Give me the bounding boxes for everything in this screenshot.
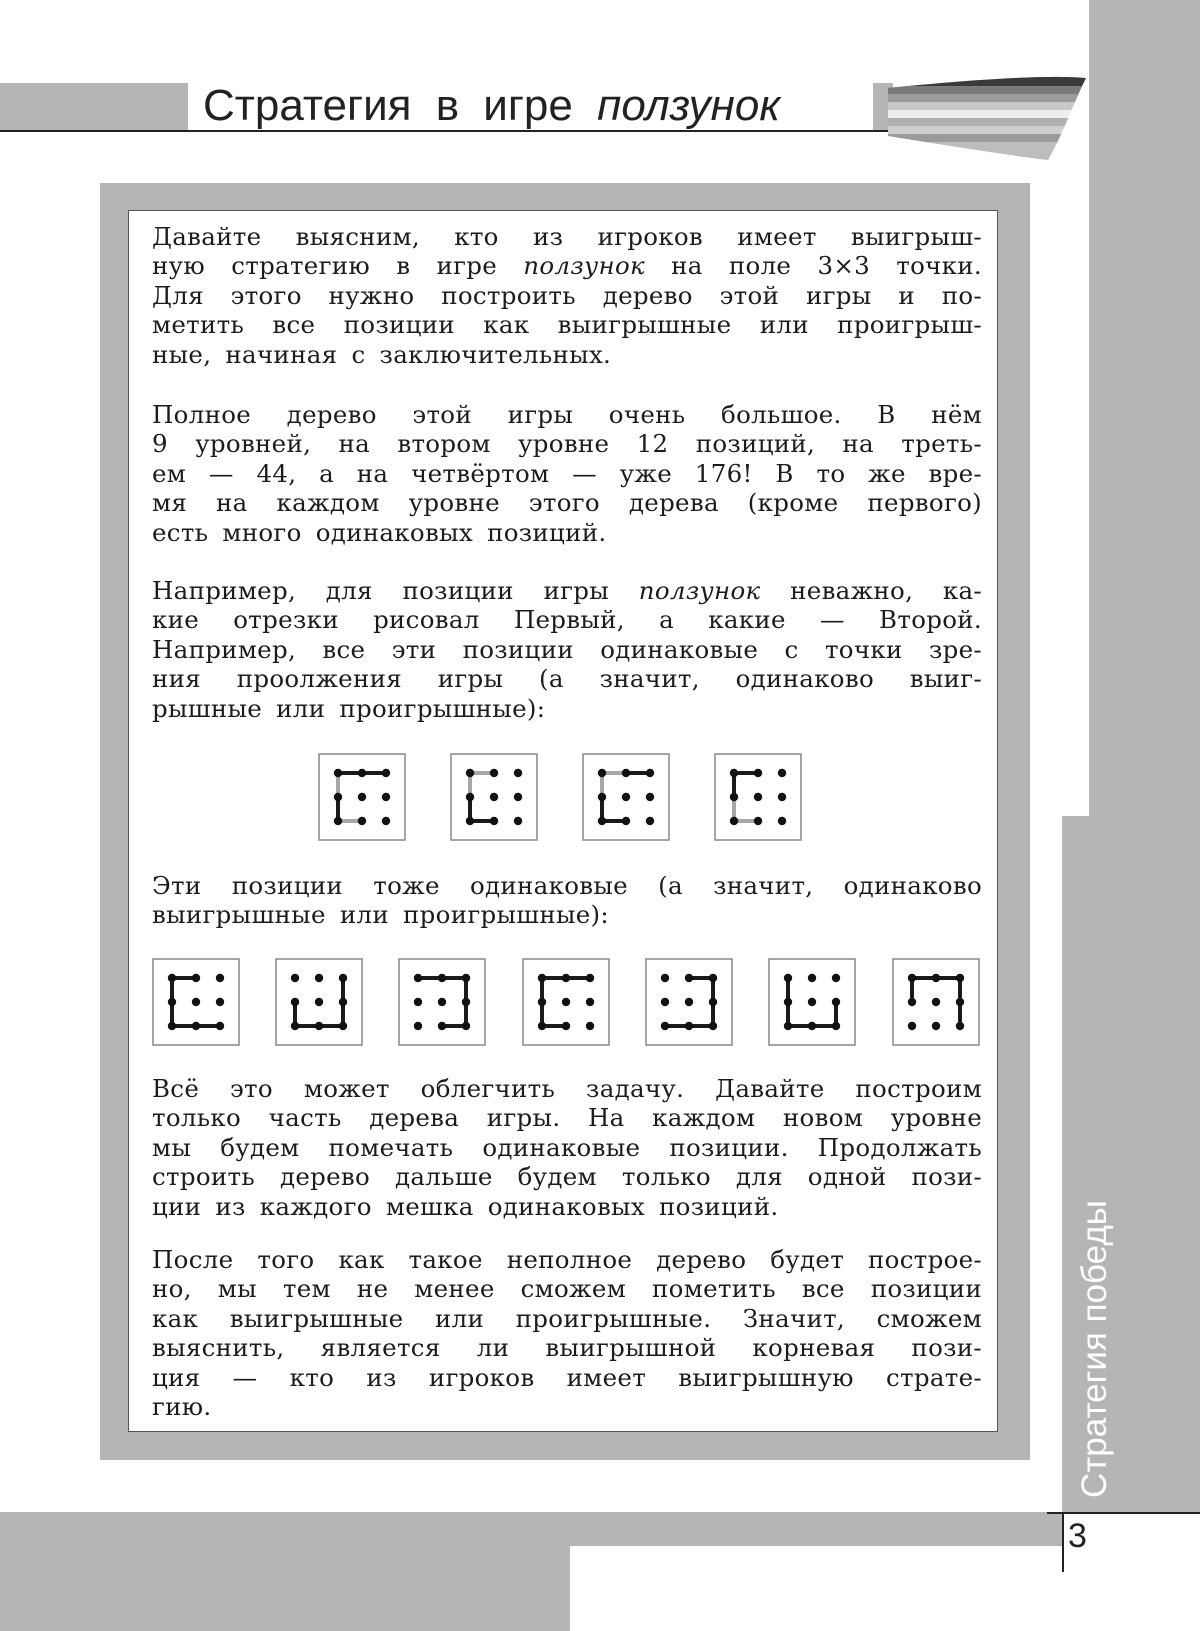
text-line: ция — кто из игроков имеет выигрышную страте- bbox=[152, 1362, 982, 1392]
grid-dot bbox=[168, 998, 176, 1006]
text-line: только часть дерева игры. На каждом новом уровне bbox=[152, 1103, 982, 1133]
grid-dot bbox=[730, 793, 738, 801]
grid-dot bbox=[358, 793, 366, 801]
grid-dot bbox=[685, 998, 693, 1006]
grid-dot bbox=[754, 793, 762, 801]
text-line: выяснить, является ли выигрышной корневая пози- bbox=[152, 1333, 982, 1363]
grid-dot bbox=[339, 1022, 347, 1030]
grid-dot bbox=[438, 974, 446, 982]
grid-dot bbox=[709, 998, 717, 1006]
page-number-rule bbox=[1047, 1512, 1200, 1514]
grid-dot bbox=[808, 1022, 816, 1030]
text-line: Для этого нужно построить дерево этой игры и по- bbox=[152, 280, 982, 310]
grid-dot bbox=[538, 1022, 546, 1030]
grid-dot bbox=[382, 793, 390, 801]
grid-dot bbox=[932, 974, 940, 982]
paragraph-3 bbox=[152, 576, 982, 723]
grid-dot bbox=[334, 793, 342, 801]
grid-dot bbox=[466, 793, 474, 801]
text-line: После того как такое неполное дерево будет построе- bbox=[152, 1245, 982, 1274]
text-line: мя на каждом уровне этого дерева (кроме первого) bbox=[152, 488, 982, 518]
italic-term: ползунок bbox=[638, 576, 761, 605]
page-title-regular: Стратегия в игре bbox=[203, 81, 573, 130]
grid-dot bbox=[784, 998, 792, 1006]
bottom-band bbox=[0, 1512, 1062, 1546]
grid-dot bbox=[466, 817, 474, 825]
grid-dot bbox=[291, 974, 299, 982]
grid-dot bbox=[315, 974, 323, 982]
text-line: рышные или проигрышные): bbox=[152, 693, 546, 723]
grid-dot bbox=[661, 998, 669, 1006]
grid-dot bbox=[490, 817, 498, 825]
grid-dot bbox=[685, 1022, 693, 1030]
text-line: ные, начиная с заключительных. bbox=[152, 339, 612, 369]
grid-dot bbox=[315, 1022, 323, 1030]
grid-dot bbox=[358, 769, 366, 777]
grid-dot bbox=[514, 769, 522, 777]
dot-grid-diagram bbox=[398, 958, 486, 1046]
grid-dot bbox=[622, 817, 630, 825]
grid-dot bbox=[784, 1022, 792, 1030]
text-line: есть много одинаковых позиций. bbox=[152, 517, 607, 547]
grid-dot bbox=[514, 793, 522, 801]
grid-dot bbox=[291, 1022, 299, 1030]
text-line: ния проолжения игры (а значит, одинаково выиг- bbox=[152, 664, 982, 694]
text-line: 9 уровней, на втором уровне 12 позиций, на треть- bbox=[152, 429, 982, 459]
text-line: Эти позиции тоже одинаковые (а значит, одинаково bbox=[152, 871, 982, 900]
grid-dot bbox=[562, 974, 570, 982]
grid-dot bbox=[490, 769, 498, 777]
dot-grid-diagram bbox=[714, 753, 802, 841]
page-title bbox=[203, 78, 780, 134]
grid-dot bbox=[832, 998, 840, 1006]
dot-grid-diagram bbox=[768, 958, 856, 1046]
grid-dot bbox=[216, 1022, 224, 1030]
grid-dot bbox=[908, 998, 916, 1006]
grid-dot bbox=[168, 974, 176, 982]
grid-dot bbox=[462, 998, 470, 1006]
grid-dot bbox=[646, 793, 654, 801]
grid-dot bbox=[414, 974, 422, 982]
grid-dot bbox=[438, 1022, 446, 1030]
text-line: Всё это может облегчить задачу. Давайте построим bbox=[152, 1074, 982, 1103]
grid-dot bbox=[598, 817, 606, 825]
grid-dot bbox=[462, 1022, 470, 1030]
grid-dot bbox=[730, 817, 738, 825]
page-number: 3 bbox=[1068, 1517, 1087, 1555]
grid-dot bbox=[168, 1022, 176, 1030]
grid-dot bbox=[334, 769, 342, 777]
dot-grid-diagram bbox=[892, 958, 980, 1046]
grid-dot bbox=[730, 769, 738, 777]
dot-grid-diagram bbox=[152, 958, 240, 1046]
text-line: гию. bbox=[152, 1392, 212, 1422]
dot-grid-diagram bbox=[318, 753, 406, 841]
grid-dot bbox=[646, 769, 654, 777]
grid-dot bbox=[192, 998, 200, 1006]
text-line: выигрышные или проигрышные): bbox=[152, 900, 609, 930]
grid-dot bbox=[685, 974, 693, 982]
grid-dot bbox=[382, 769, 390, 777]
dot-grid-diagram bbox=[450, 753, 538, 841]
grid-dot bbox=[562, 998, 570, 1006]
grid-dot bbox=[414, 998, 422, 1006]
grid-dot bbox=[598, 793, 606, 801]
grid-dot bbox=[466, 769, 474, 777]
grid-dot bbox=[956, 998, 964, 1006]
grid-dot bbox=[339, 974, 347, 982]
grid-dot bbox=[598, 769, 606, 777]
text-line: Например, для позиции игры ползунок неважно, ка- bbox=[152, 576, 983, 605]
section-side-title: Стратегия победы bbox=[1075, 1200, 1114, 1498]
paragraph-2 bbox=[152, 400, 982, 547]
grid-dot bbox=[538, 998, 546, 1006]
grid-dot bbox=[562, 1022, 570, 1030]
page-title-italic: ползунок bbox=[597, 81, 781, 130]
grid-dot bbox=[538, 974, 546, 982]
grid-dot bbox=[438, 998, 446, 1006]
grid-dot bbox=[778, 769, 786, 777]
text-line: ем — 44, а на четвёртом — уже 176! В то же вре- bbox=[152, 458, 982, 488]
grid-dot bbox=[932, 1022, 940, 1030]
grid-dot bbox=[908, 974, 916, 982]
grid-dot bbox=[754, 769, 762, 777]
grid-dot bbox=[334, 817, 342, 825]
grid-dot bbox=[216, 998, 224, 1006]
grid-dot bbox=[709, 974, 717, 982]
dot-grid-diagram bbox=[645, 958, 733, 1046]
grid-dot bbox=[661, 974, 669, 982]
text-line: кие отрезки рисовал Первый, а какие — Второй. bbox=[152, 605, 982, 635]
grid-dot bbox=[382, 817, 390, 825]
grid-dot bbox=[462, 974, 470, 982]
grid-dot bbox=[956, 974, 964, 982]
text-line: строить дерево дальше будем только для одной пози- bbox=[152, 1162, 982, 1192]
grid-dot bbox=[514, 817, 522, 825]
grid-dot bbox=[778, 793, 786, 801]
grid-dot bbox=[216, 974, 224, 982]
text-line: ную стратегию в игре ползунок на поле 3×3 точки. bbox=[152, 251, 982, 281]
grid-dot bbox=[414, 1022, 422, 1030]
grid-dot bbox=[622, 769, 630, 777]
grid-dot bbox=[339, 998, 347, 1006]
grid-dot bbox=[784, 974, 792, 982]
paragraph-6 bbox=[152, 1245, 982, 1421]
dot-grid-diagram bbox=[275, 958, 363, 1046]
grid-dot bbox=[358, 817, 366, 825]
grid-dot bbox=[778, 817, 786, 825]
text-line: ции из каждого мешка одинаковых позиций. bbox=[152, 1191, 779, 1221]
paragraph-1 bbox=[152, 222, 982, 369]
dot-grid-diagram bbox=[582, 753, 670, 841]
header-bar bbox=[0, 83, 188, 130]
paragraph-4 bbox=[152, 871, 982, 930]
side-strip-top bbox=[1089, 0, 1200, 816]
grid-dot bbox=[709, 1022, 717, 1030]
italic-term: ползунок bbox=[523, 251, 645, 281]
grid-dot bbox=[192, 974, 200, 982]
grid-dot bbox=[622, 793, 630, 801]
text-line: но, мы тем не менее сможем пометить все позиции bbox=[152, 1274, 982, 1304]
grid-dot bbox=[808, 998, 816, 1006]
grid-dot bbox=[586, 998, 594, 1006]
bottom-block bbox=[0, 1546, 570, 1631]
grid-dot bbox=[646, 817, 654, 825]
text-line: Например, все эти позиции одинаковые с точки зре- bbox=[152, 634, 982, 664]
grid-dot bbox=[832, 1022, 840, 1030]
text-line: мы будем помечать одинаковые позиции. Продолжать bbox=[152, 1132, 982, 1162]
grid-dot bbox=[832, 974, 840, 982]
grid-dot bbox=[956, 1022, 964, 1030]
grid-dot bbox=[932, 998, 940, 1006]
paragraph-5 bbox=[152, 1074, 982, 1221]
grid-dot bbox=[490, 793, 498, 801]
text-line: Полное дерево этой игры очень большое. В нём bbox=[152, 400, 982, 429]
dot-grid-diagram bbox=[522, 958, 610, 1046]
page-number-divider bbox=[1062, 1512, 1064, 1572]
rainbow-decoration bbox=[888, 74, 1086, 164]
text-line: как выигрышные или проигрышные. Значит, сможем bbox=[152, 1303, 982, 1333]
grid-dot bbox=[586, 974, 594, 982]
grid-dot bbox=[291, 998, 299, 1006]
grid-dot bbox=[586, 1022, 594, 1030]
text-line: метить все позиции как выигрышные или проигрыш- bbox=[152, 310, 982, 340]
grid-dot bbox=[661, 1022, 669, 1030]
text-line: Давайте выясним, кто из игроков имеет выигрыш- bbox=[152, 222, 982, 251]
grid-dot bbox=[908, 1022, 916, 1030]
grid-dot bbox=[808, 974, 816, 982]
grid-dot bbox=[315, 998, 323, 1006]
grid-dot bbox=[754, 817, 762, 825]
grid-dot bbox=[192, 1022, 200, 1030]
